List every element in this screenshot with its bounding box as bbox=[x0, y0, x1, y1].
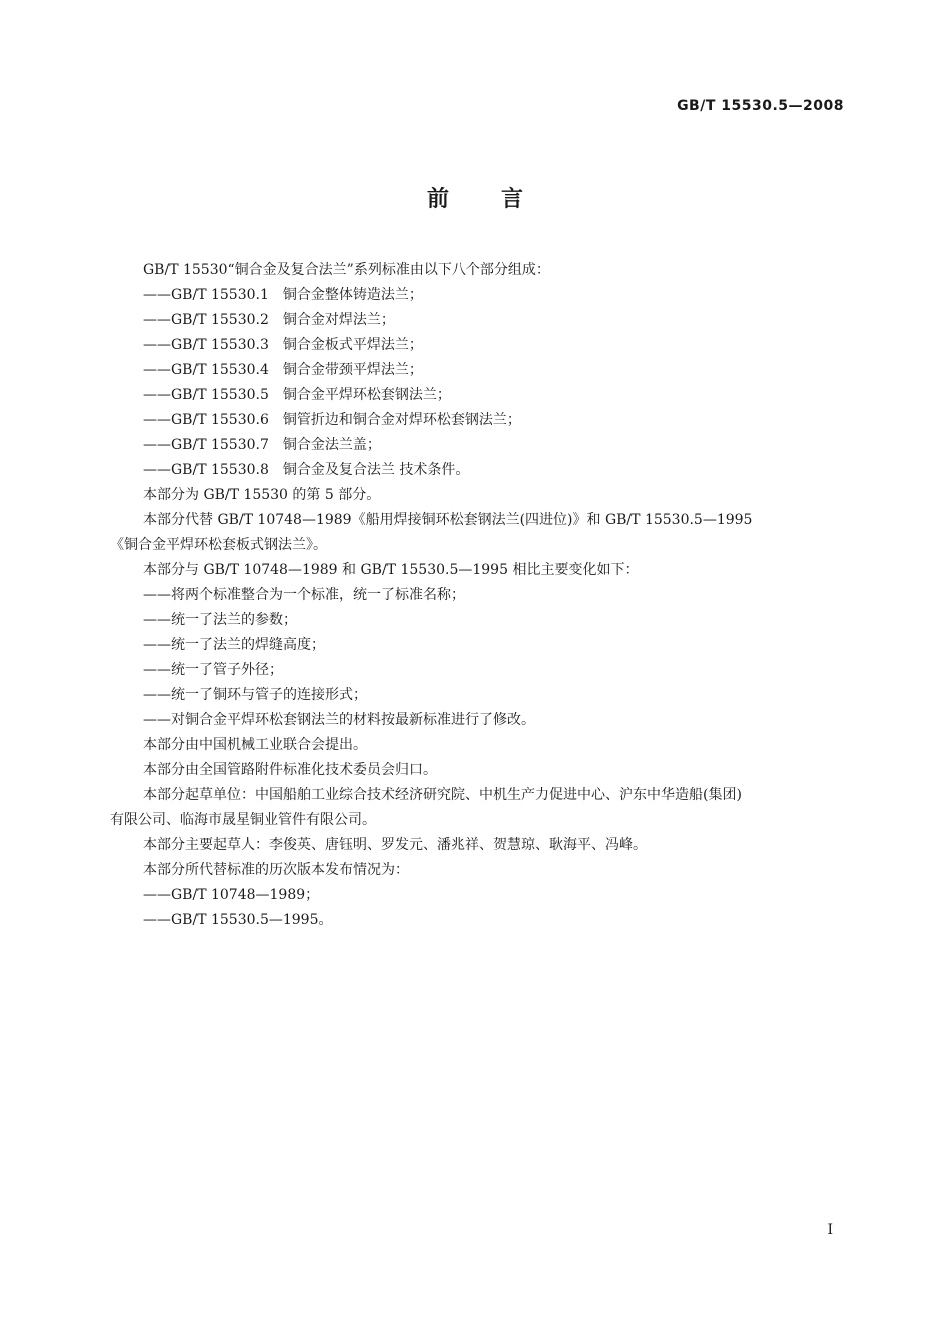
list-item: ——统一了铜环与管子的连接形式； bbox=[143, 687, 367, 703]
list-item: ——GB/T 10748—1989； bbox=[143, 887, 320, 903]
drafters-paragraph: 本部分起草单位：中国船舶工业综合技术经济研究院、中机生产力促进中心、沪东中华造船(集团) bbox=[143, 787, 742, 803]
list-item: ——GB/T 15530.8 铜合金及复合法兰 技术条件。 bbox=[143, 462, 470, 478]
intro-paragraph: GB/T 15530“铜合金及复合法兰”系列标准由以下八个部分组成： bbox=[143, 262, 550, 278]
list-item: ——GB/T 15530.6 铜管折边和铜合金对焊环松套钢法兰； bbox=[143, 412, 521, 428]
list-item: ——统一了管子外径； bbox=[143, 662, 283, 678]
list-item: ——GB/T 15530.7 铜合金法兰盖； bbox=[143, 437, 381, 453]
replaces-continuation: 《铜合金平焊环松套板式钢法兰》。 bbox=[110, 537, 327, 553]
list-item: ——GB/T 15530.5—1995。 bbox=[143, 912, 333, 928]
page-title: 前言 bbox=[426, 187, 575, 212]
page-number: I bbox=[827, 1222, 833, 1238]
list-item: ——GB/T 15530.2 铜合金对焊法兰； bbox=[143, 312, 395, 328]
list-item: ——统一了法兰的焊缝高度； bbox=[143, 637, 325, 653]
list-item: ——统一了法兰的参数； bbox=[143, 612, 297, 628]
standard-code: GB/T 15530.5—2008 bbox=[677, 98, 844, 114]
list-item: ——GB/T 15530.3 铜合金板式平焊法兰； bbox=[143, 337, 423, 353]
list-item: ——GB/T 15530.4 铜合金带颈平焊法兰； bbox=[143, 362, 423, 378]
changes-intro: 本部分与 GB/T 10748—1989 和 GB/T 15530.5—1995 相比主要变化如下： bbox=[143, 562, 639, 578]
history-intro: 本部分所代替标准的历次版本发布情况为： bbox=[143, 862, 409, 878]
list-item: ——将两个标准整合为一个标准，统一了标准名称； bbox=[143, 587, 465, 603]
list-item: ——GB/T 15530.1 铜合金整体铸造法兰； bbox=[143, 287, 423, 303]
replaces-paragraph: 本部分代替 GB/T 10748—1989《船用焊接铜环松套钢法兰(四进位)》和 GB/T 15530.5—1995 bbox=[143, 512, 753, 528]
authors-paragraph: 本部分主要起草人：李俊英、唐钰明、罗发元、潘兆祥、贺慧琼、耿海平、冯峰。 bbox=[143, 837, 647, 853]
list-item: ——GB/T 15530.5 铜合金平焊环松套钢法兰； bbox=[143, 387, 451, 403]
list-item: ——对铜合金平焊环松套钢法兰的材料按最新标准进行了修改。 bbox=[143, 712, 535, 728]
drafters-continuation: 有限公司、临海市晟星铜业管件有限公司。 bbox=[110, 812, 376, 828]
part-of-paragraph: 本部分为 GB/T 15530 的第 5 部分。 bbox=[143, 487, 381, 503]
managed-by-paragraph: 本部分由全国管路附件标准化技术委员会归口。 bbox=[143, 762, 437, 778]
foreword-body bbox=[110, 258, 842, 933]
proposed-by-paragraph: 本部分由中国机械工业联合会提出。 bbox=[143, 737, 367, 753]
